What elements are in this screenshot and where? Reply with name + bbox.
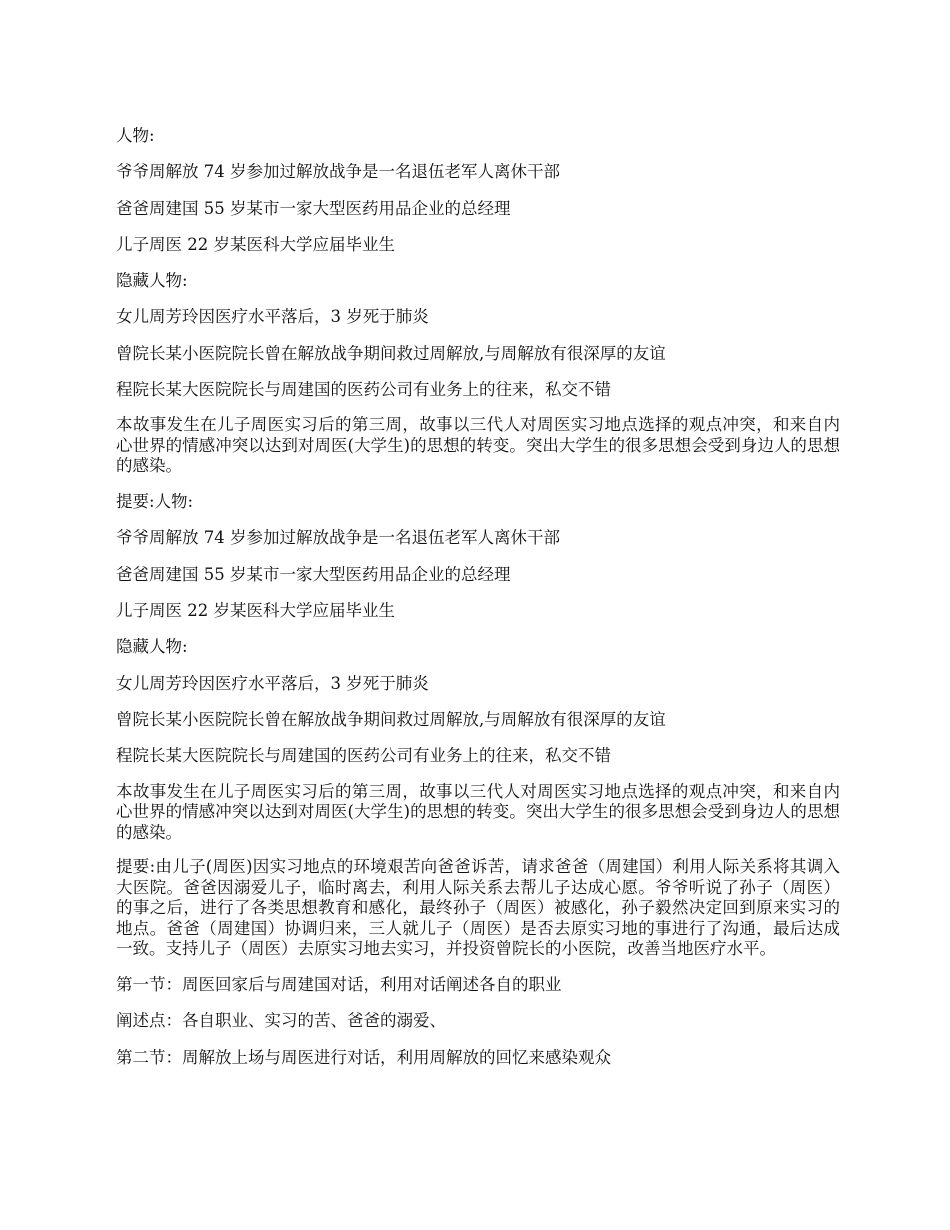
character-grandfather: 爷爷周解放 74 岁参加过解放战争是一名退伍老军人离休干部 bbox=[116, 162, 560, 182]
heading-characters: 人物: bbox=[116, 126, 155, 145]
story-background-paragraph-repeat: 本故事发生在儿子周医实习后的第三周，故事以三代人对周医实习地点选择的观点冲突，和来自内心世界的情感冲突以达到对周医(大学生)的思想的转变。突出大学生的很多思想会受到身边人的思想的感染。 bbox=[116, 781, 840, 842]
character-son-repeat: 儿子周医 22 岁某医科大学应届毕业生 bbox=[116, 601, 395, 621]
hidden-character-dean-cheng: 程院长某大医院院长与周建国的医药公司有业务上的往来，私交不错 bbox=[116, 380, 611, 400]
hidden-character-dean-zeng-repeat: 曾院长某小医院院长曾在解放战争期间救过周解放,与周解放有很深厚的友谊 bbox=[116, 709, 666, 729]
character-son: 儿子周医 22 岁某医科大学应届毕业生 bbox=[116, 234, 395, 254]
character-father: 爸爸周建国 55 岁某市一家大型医药用品企业的总经理 bbox=[116, 198, 511, 218]
hidden-character-dean-zeng: 曾院长某小医院院长曾在解放战争期间救过周解放,与周解放有很深厚的友谊 bbox=[116, 343, 666, 363]
heading-hidden-characters: 隐藏人物: bbox=[116, 271, 188, 291]
document-body bbox=[116, 125, 840, 1083]
hidden-character-daughter: 女儿周芳玲因医疗水平落后，3 岁死于肺炎 bbox=[116, 307, 429, 327]
hidden-character-dean-cheng-repeat: 程院长某大医院院长与周建国的医药公司有业务上的往来，私交不错 bbox=[116, 746, 611, 766]
character-grandfather-repeat: 爷爷周解放 74 岁参加过解放战争是一名退伍老军人离休干部 bbox=[116, 528, 560, 548]
section-one: 第一节：周医回家后与周建国对话，利用对话阐述各自的职业 bbox=[116, 975, 562, 995]
hidden-character-daughter-repeat: 女儿周芳玲因医疗水平落后，3 岁死于肺炎 bbox=[116, 673, 429, 693]
section-one-points: 阐述点：各自职业、实习的苦、爸爸的溺爱、 bbox=[116, 1011, 446, 1031]
summary-characters-heading: 提要:人物: bbox=[116, 492, 194, 512]
story-background-paragraph: 本故事发生在儿子周医实习后的第三周，故事以三代人对周医实习地点选择的观点冲突，和来自内心世界的情感冲突以达到对周医(大学生)的思想的转变。突出大学生的很多思想会受到身边人的思想的感染。 bbox=[116, 415, 840, 476]
section-two: 第二节：周解放上场与周医进行对话，利用周解放的回忆来感染观众 bbox=[116, 1047, 611, 1067]
character-father-repeat: 爸爸周建国 55 岁某市一家大型医药用品企业的总经理 bbox=[116, 564, 511, 584]
plot-summary-paragraph: 提要:由儿子(周医)因实习地点的环境艰苦向爸爸诉苦，请求爸爸（周建国）利用人际关系将其调入大医院。爸爸因溺爱儿子，临时离去，利用人际关系去帮儿子达成心愿。爷爷听说了孙子（周医）的事之后，进行了各类思想教育和感化，最终孙子（周医）被感化，孙子毅然决定回到原来实习的地点。爸爸（周建国）协调归来，三人就儿子（周医）是否去原实习地的事进行了沟通，最后达成一致。支持儿子（周医）去原实习地去实习，并投资曾院长的小医院，改善当地医疗水平。 bbox=[116, 857, 840, 959]
heading-hidden-characters-repeat: 隐藏人物: bbox=[116, 637, 188, 657]
